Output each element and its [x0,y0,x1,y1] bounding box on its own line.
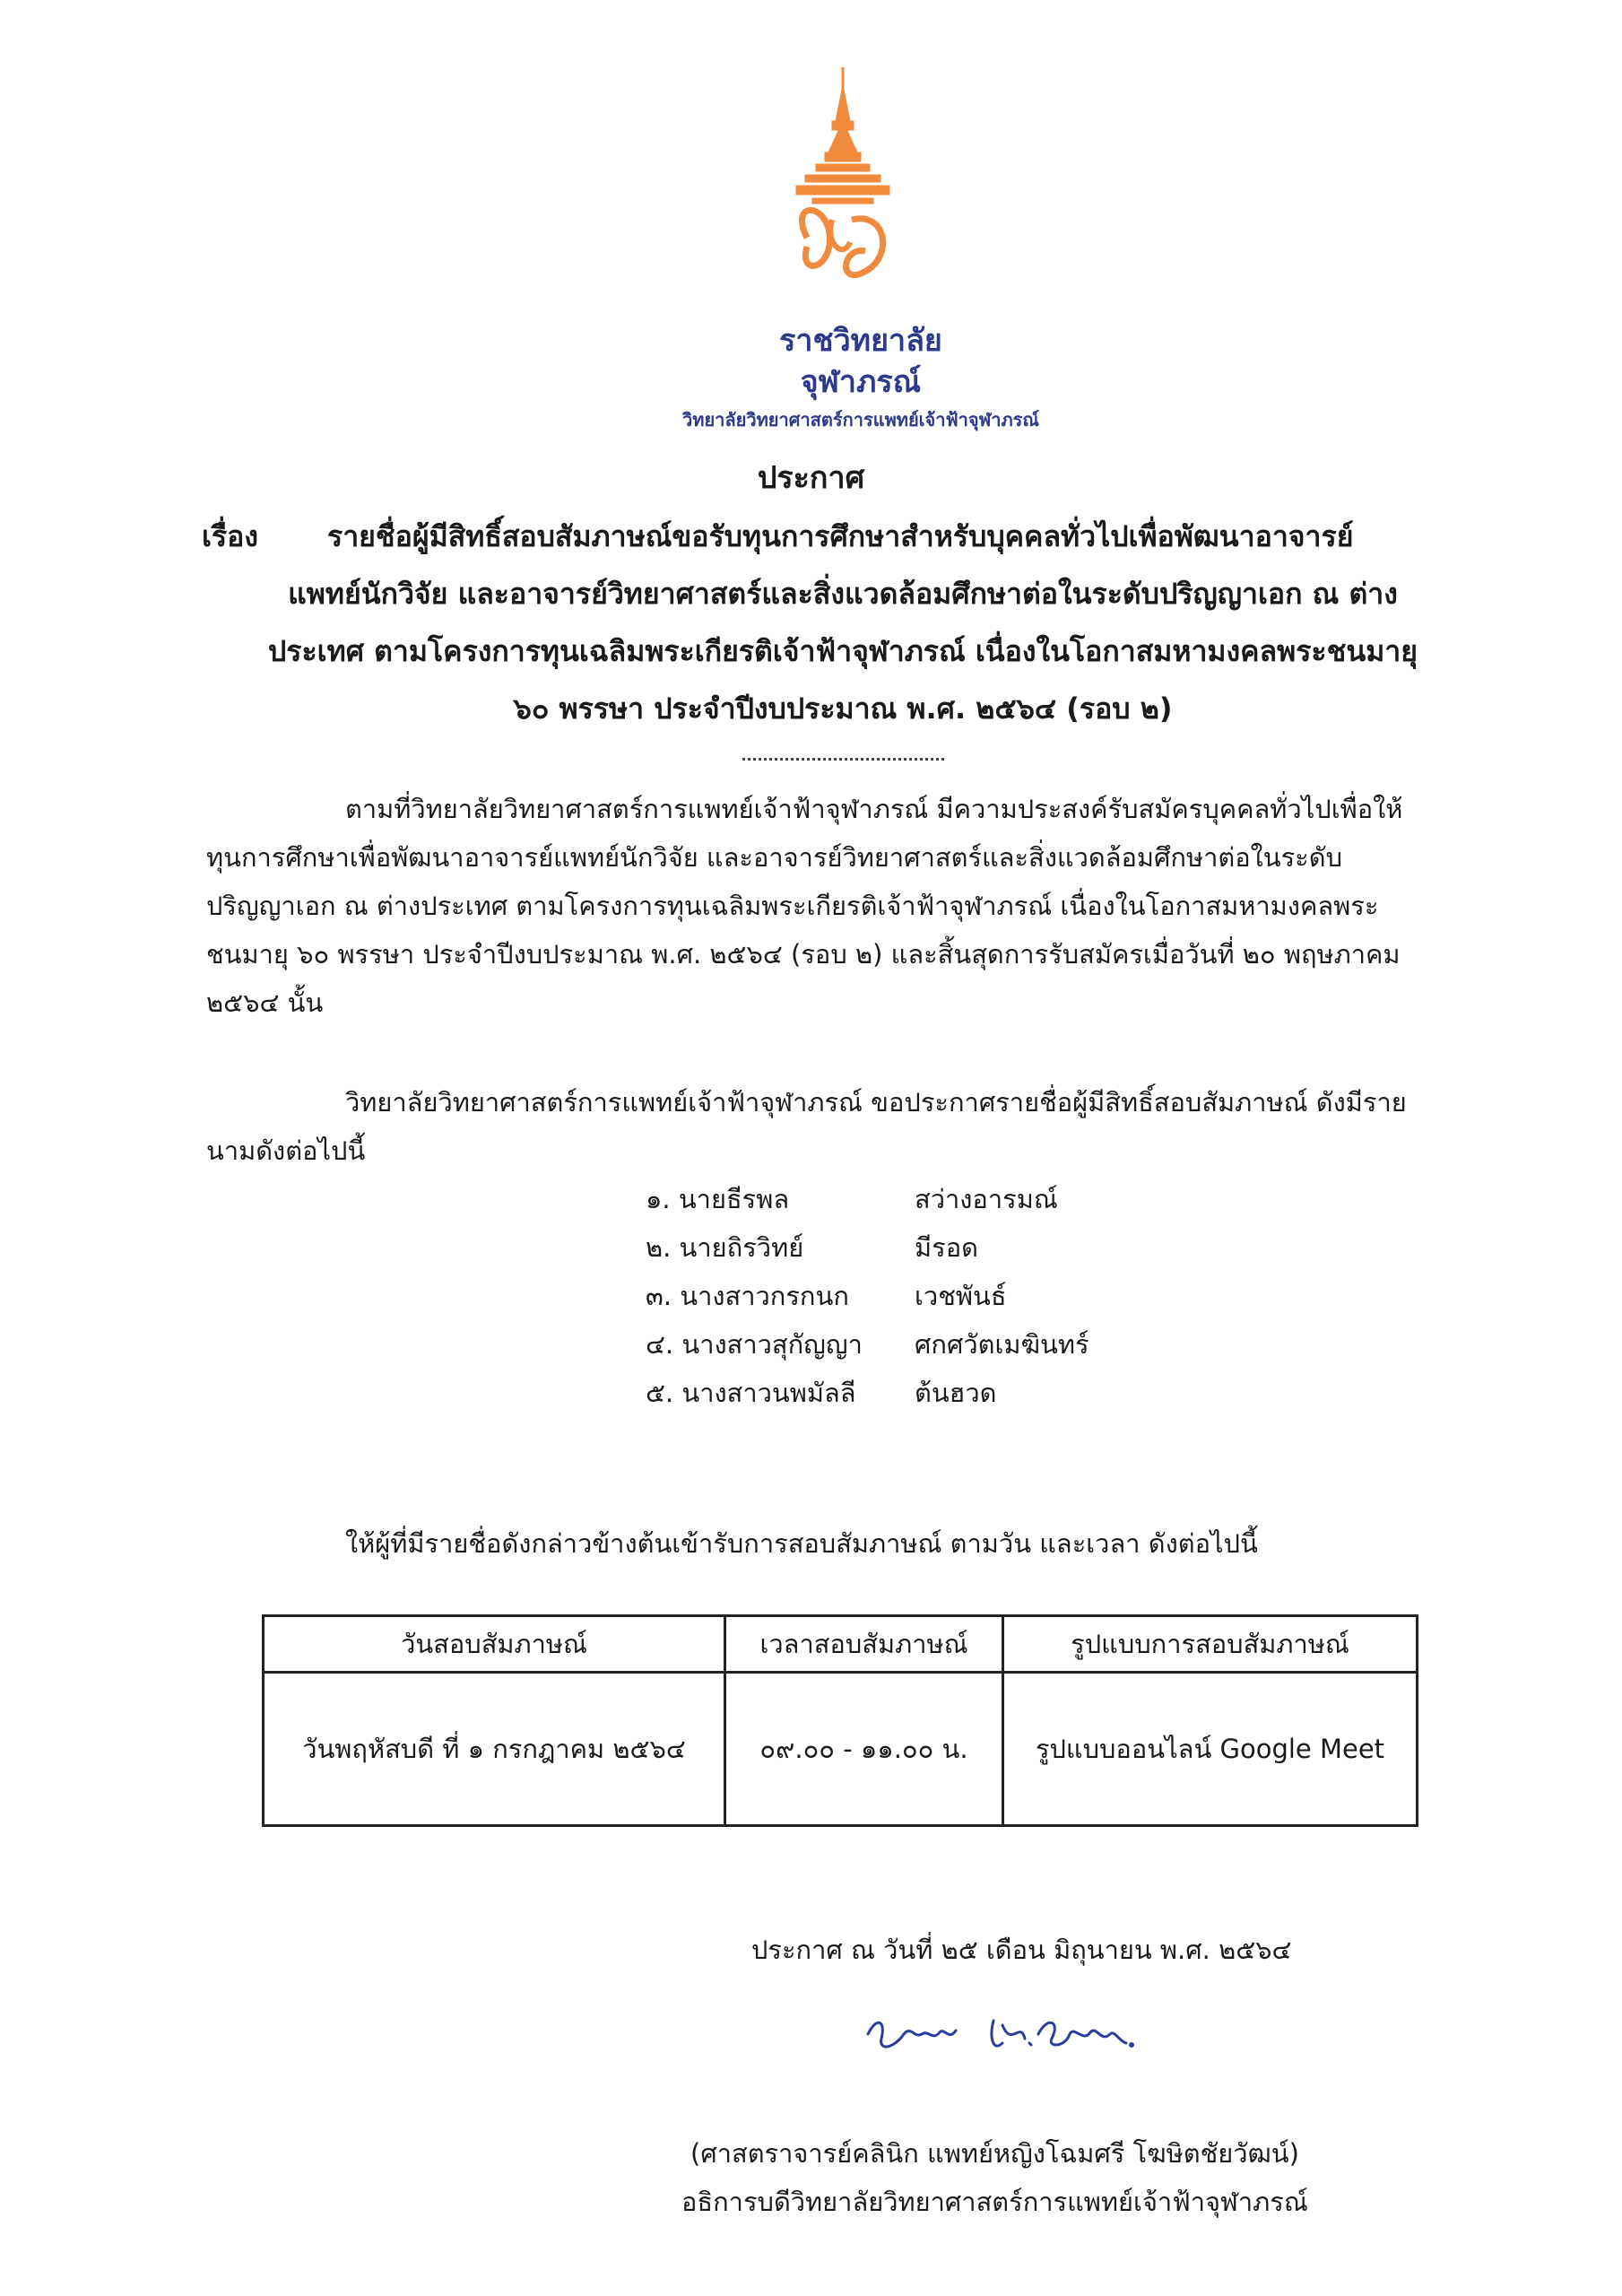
paragraph-line: ทุนการศึกษาเพื่อพัฒนาอาจารย์แพทย์นักวิจัย และอาจารย์วิทยาศาสตร์และสิ่งแวดล้อมศึกษาต่อในระดับ [206,842,1342,873]
table-cell: วันพฤหัสบดี ที่ ๑ กรกฎาคม ๒๕๖๔ [264,1673,725,1826]
candidate-last-name: เวชพันธ์ [915,1281,1007,1311]
document-heading: ประกาศ [757,460,865,496]
table-header-cell: เวลาสอบสัมภาษณ์ [725,1616,1003,1673]
college-name-line2: จุฬาภรณ์ [800,364,922,400]
paragraph-line: ตามที่วิทยาลัยวิทยาศาสตร์การแพทย์เจ้าฟ้าจุฬาภรณ์ มีความประสงค์รับสมัครบุคคลทั่วไปเพื่อให้ [345,794,1403,824]
table-row [264,1673,1418,1826]
faculty-name: วิทยาลัยวิทยาศาสตร์การแพทย์เจ้าฟ้าจุฬาภรณ์ [682,409,1039,430]
paragraph-line: ปริญญาเอก ณ ต่างประเทศ ตามโครงการทุนเฉลิมพระเกียรติเจ้าฟ้าจุฬาภรณ์ เนื่องในโอกาสมหามงคลพระ [206,891,1379,921]
subject-line: ๖๐ พรรษา ประจำปีงบประมาณ พ.ศ. ๒๕๖๔ (รอบ ๒) [513,691,1173,726]
candidate-first-name: ๔. นางสาวสุกัญญา [646,1329,863,1360]
signatory-title: อธิการบดีวิทยาลัยวิทยาศาสตร์การแพทย์เจ้าฟ้าจุฬาภรณ์ [681,2187,1308,2217]
subject-line: ประเทศ ตามโครงการทุนเฉลิมพระเกียรติเจ้าฟ้าจุฬาภรณ์ เนื่องในโอกาสมหามงคลพระชนมายุ [267,634,1418,668]
list-item [646,1175,1058,1223]
table-header-row [264,1616,1418,1673]
table-header-cell: รูปแบบการสอบสัมภาษณ์ [1003,1616,1418,1673]
college-name-line1: ราชวิทยาลัย [779,323,942,359]
table-cell: ๐๙.๐๐ - ๑๑.๐๐ น. [725,1673,1003,1826]
candidate-last-name: สว่างอารมณ์ [915,1184,1058,1214]
announcement-date: ประกาศ ณ วันที่ ๒๕ เดือน มิถุนายน พ.ศ. ๒๕๖๔ [751,1935,1292,1965]
list-item [646,1320,1089,1369]
signature-icon [859,1998,1146,2070]
list-item [646,1369,996,1417]
paragraph-line: วิทยาลัยวิทยาศาสตร์การแพทย์เจ้าฟ้าจุฬาภรณ์ ขอประกาศรายชื่อผู้มีสิทธิ์สอบสัมภาษณ์ ดังมีราย [345,1087,1407,1118]
subject-label: เรื่อง [202,519,258,553]
paragraph-line: ให้ผู้ที่มีรายชื่อดังกล่าวข้างต้นเข้ารับการสอบสัมภาษณ์ ตามวัน และเวลา ดังต่อไปนี้ [345,1528,1258,1559]
candidate-last-name: ศกศวัตเมฆินทร์ [915,1329,1089,1360]
candidate-first-name: ๓. นางสาวกรกนก [646,1281,849,1311]
paragraph-line: นามดังต่อไปนี้ [206,1135,366,1166]
candidate-first-name: ๑. นายธีรพล [646,1184,790,1214]
paragraph-line: ชนมายุ ๖๐ พรรษา ประจำปีงบประมาณ พ.ศ. ๒๕๖๔ (รอบ ๒) และสิ้นสุดการรับสมัครเมื่อวันที่ ๒๐ พฤษภาคม [206,939,1401,970]
subject-line: แพทย์นักวิจัย และอาจารย์วิทยาศาสตร์และสิ่งแวดล้อมศึกษาต่อในระดับปริญญาเอก ณ ต่าง [288,577,1398,611]
subject-line: รายชื่อผู้มีสิทธิ์สอบสัมภาษณ์ขอรับทุนการศึกษาสำหรับบุคคลทั่วไปเพื่อพัฒนาอาจารย์ [327,519,1354,553]
signatory-name: (ศาสตราจารย์คลินิก แพทย์หญิงโฉมศรี โฆษิตชัยวัฒน์) [690,2138,1299,2169]
candidate-last-name: มีรอด [915,1232,978,1263]
candidate-first-name: ๕. นางสาวนพมัลลี [646,1378,856,1408]
paragraph-line: ๒๕๖๔ นั้น [206,987,324,1018]
candidate-last-name: ต้นฮวด [915,1378,997,1408]
list-item [646,1272,1007,1320]
list-item [646,1223,978,1272]
royal-crown-emblem-icon [789,67,897,323]
candidate-first-name: ๒. นายถิรวิทย์ [646,1232,804,1263]
table-header-cell: วันสอบสัมภาษณ์ [264,1616,725,1673]
separator-line [742,758,944,761]
table-cell: รูปแบบออนไลน์ Google Meet [1003,1673,1418,1826]
schedule-table [262,1614,1418,1827]
